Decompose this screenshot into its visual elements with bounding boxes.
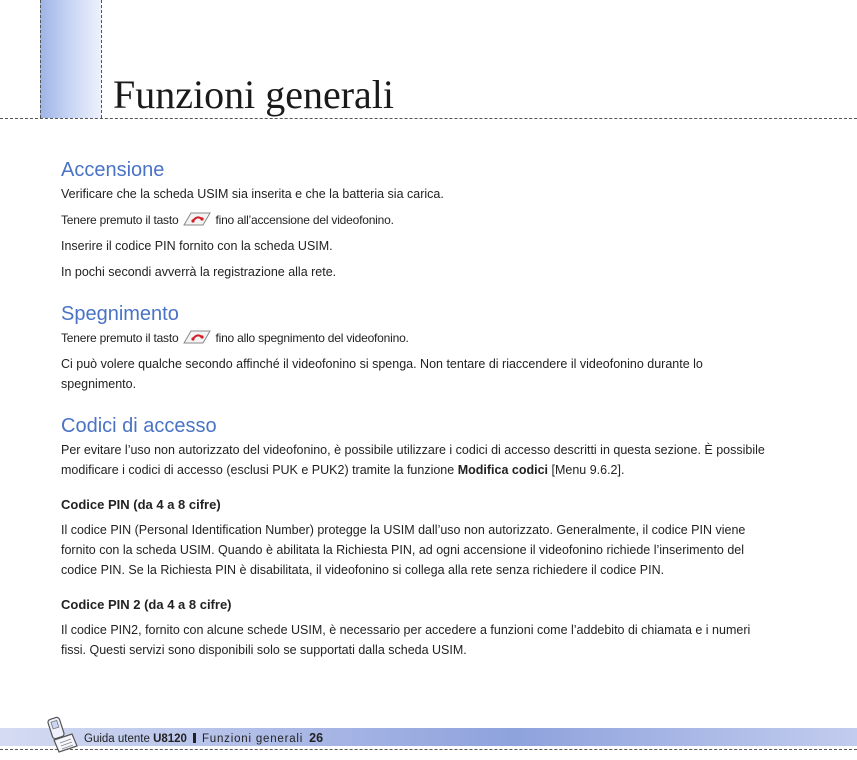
codice-pin2-text: Il codice PIN2, fornito con alcune schede USIM, è necessario per accedere a funzioni come l’addebito di chiamata e i numeri fissi. Questi servizi sono disponibili solo se supportati dalla scheda USIM. [61, 623, 751, 657]
accensione-line-3: Inserire il codice PIN fornito con la scheda USIM. [61, 239, 333, 253]
end-key-icon [182, 329, 212, 345]
page-title: Funzioni generali [113, 72, 395, 117]
codice-pin-text: Il codice PIN (Personal Identification Number) protegge la USIM dall’uso non autorizzato. Generalmente, il codice PIN viene fornito con la scheda USIM. Quando è abilitata la Richiesta PIN, ad ogni accensione il videofonino richiede l’inserimento del codice PIN. Se la Richiesta PIN è disabilitata, il videofonino si collega alla rete senza richiedere il codice PIN. [61, 523, 746, 577]
subheading-codice-pin2: Codice PIN 2 (da 4 a 8 cifre) [61, 597, 232, 612]
subheading-codice-pin: Codice PIN (da 4 a 8 cifre) [61, 497, 221, 512]
codici-intro-bold: Modifica codici [457, 463, 548, 477]
footer-text [84, 730, 323, 747]
accensione-line-2-before: Tenere premuto il tasto [61, 213, 179, 227]
header-dashed-rule [0, 118, 857, 119]
spegnimento-line-1-before: Tenere premuto il tasto [61, 331, 179, 345]
footer-section: Funzioni generali [201, 733, 304, 745]
end-key-icon [182, 211, 212, 227]
header-right-dashed-rule [101, 0, 102, 118]
page-content [61, 156, 773, 660]
footer-dashed-rule [0, 749, 857, 750]
footer-separator [193, 733, 196, 743]
spegnimento-line-1-after: fino allo spegnimento del videofonino. [215, 331, 409, 345]
codici-intro-before: Per evitare l’uso non autorizzato del videofonino, è possibile utilizzare i codici di accesso descritti in questa sezione. È possibile modificare i codici di accesso (esclusi PUK e PUK2) tramite la funzione [61, 443, 765, 477]
accensione-line-2-after: fino all’accensione del videofonino. [215, 213, 394, 227]
section-heading-codici: Codici di accesso [61, 415, 217, 437]
footer-model: U8120 [153, 733, 187, 745]
footer-page-number: 26 [309, 731, 324, 745]
accensione-line-4: In pochi secondi avverrà la registrazione alla rete. [61, 265, 337, 279]
spegnimento-line-1 [61, 328, 773, 348]
codici-intro [61, 440, 773, 480]
header-left-dashed-rule [40, 0, 41, 118]
footer-guide-label: Guida utente [84, 733, 150, 745]
accensione-line-1: Verificare che la scheda USIM sia inserita e che la batteria sia carica. [61, 187, 444, 201]
codici-intro-after: [Menu 9.6.2]. [551, 463, 625, 477]
header-tab-block [40, 0, 102, 118]
phone-icon [44, 716, 80, 756]
accensione-line-2 [61, 210, 773, 230]
section-heading-spegnimento: Spegnimento [61, 303, 179, 325]
section-heading-accensione: Accensione [61, 159, 165, 181]
spegnimento-line-2: Ci può volere qualche secondo affinché il videofonino si spenga. Non tentare di riaccendere il videofonino durante lo spegnimento. [61, 357, 703, 391]
